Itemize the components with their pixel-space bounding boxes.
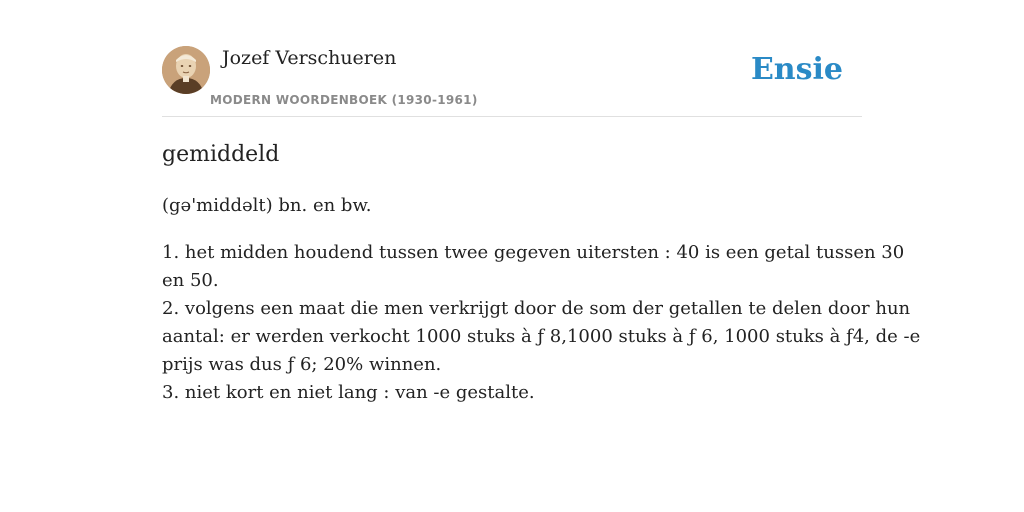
definition-line: aantal: er werden verkocht 1000 stuks à ƒ 8,1000 stuks à ƒ 6, 1000 stuks à ƒ4, de -e [162,326,921,347]
brand-logo[interactable]: Ensie [750,52,843,87]
definition-line: en 50. [162,270,219,291]
definition-line: prijs was dus ƒ 6; 20% winnen. [162,354,442,375]
definition-line: 2. volgens een maat die men verkrijgt door de som der getallen te delen door hun [162,298,911,319]
pronunciation: (gə'middəlt) bn. en bw. [162,195,372,216]
author-avatar[interactable] [162,46,210,94]
definitions [162,239,921,407]
entry-header [162,46,862,117]
definition-line: 3. niet kort en niet lang : van -e gestalte. [162,382,535,403]
definition-line: 1. het midden houdend tussen twee gegeven uitersten : 40 is een getal tussen 30 [162,242,905,263]
source-dictionary[interactable]: MODERN WOORDENBOEK (1930-1961) [210,93,478,107]
author-name[interactable]: Jozef Verschueren [222,47,397,69]
headword: gemiddeld [162,142,280,167]
portrait-icon [162,46,210,94]
